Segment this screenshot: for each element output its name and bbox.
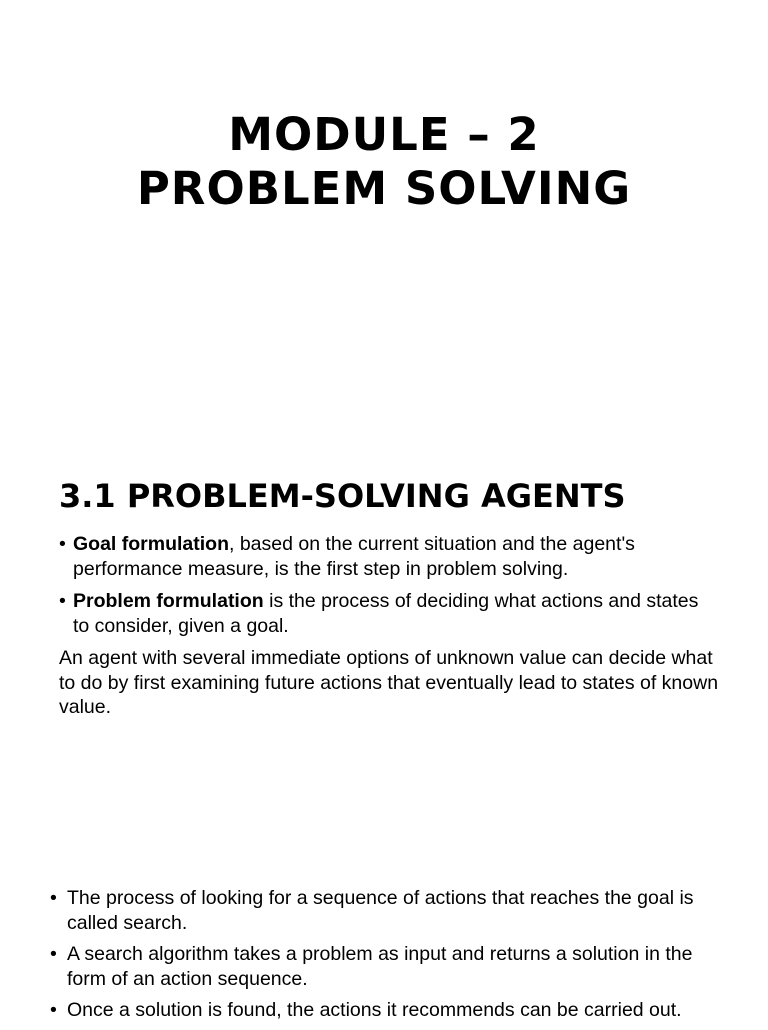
bullet-icon: • xyxy=(50,943,57,965)
bullet-item xyxy=(50,998,720,1023)
bullet-item xyxy=(59,532,719,581)
term-problem-formulation: Problem formulation xyxy=(73,590,264,612)
section-heading: 3.1 PROBLEM-SOLVING AGENTS xyxy=(59,477,626,515)
bullet-text: The process of looking for a sequence of actions that reaches the goal is called search. xyxy=(67,887,694,934)
slide-body xyxy=(50,886,720,1030)
bullet-item xyxy=(59,589,719,638)
bullet-text: , based on the current situation and the agent's performance measure, is the first step in problem solving. xyxy=(73,533,635,580)
bullet-icon: • xyxy=(50,887,57,909)
bullet-text: Once a solution is found, the actions it recommends can be carried out. xyxy=(67,999,682,1021)
bullet-icon: • xyxy=(59,590,66,612)
title-slide xyxy=(0,0,768,300)
term-goal-formulation: Goal formulation xyxy=(73,533,229,555)
title-line-2: PROBLEM SOLVING xyxy=(136,162,632,215)
paragraph: An agent with several immediate options of unknown value can decide what to do by first examining future actions that eventually lead to states of known value. xyxy=(59,647,719,718)
bullet-icon: • xyxy=(50,999,57,1021)
bullet-item xyxy=(50,886,720,935)
bullet-icon: • xyxy=(59,533,66,555)
title-line-1: MODULE – 2 xyxy=(228,108,540,161)
bullet-text: A search algorithm takes a problem as input and returns a solution in the form of an action sequence. xyxy=(67,943,693,990)
slide-title xyxy=(0,108,768,216)
bullet-text: is the process of deciding what actions and states to consider, given a goal. xyxy=(73,590,699,637)
slide-body xyxy=(59,532,719,720)
bullet-item xyxy=(50,942,720,991)
